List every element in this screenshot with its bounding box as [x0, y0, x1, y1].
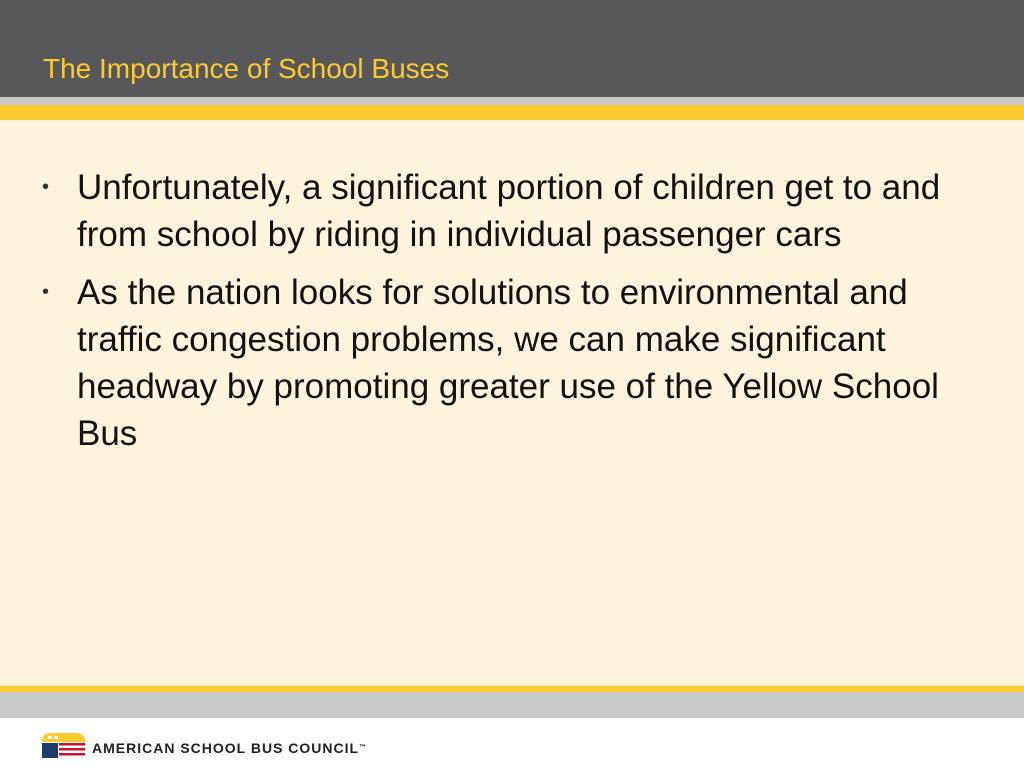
- school-bus-flag-logo-icon: [40, 730, 87, 760]
- slide-title: The Importance of School Buses: [43, 53, 450, 84]
- bullet-item: [42, 164, 962, 258]
- header-band: [0, 0, 1024, 97]
- org-name-text: AMERICAN SCHOOL BUS COUNCIL: [92, 740, 360, 756]
- footer-org-name: [92, 740, 366, 756]
- bullet-item: [42, 269, 962, 457]
- bullet-text: Unfortunately, a significant portion of children get to and from school by riding in individual passenger cars: [77, 168, 941, 254]
- bullet-list: [42, 164, 962, 468]
- bullet-icon: •: [42, 176, 50, 198]
- bullet-icon: •: [42, 281, 50, 303]
- header-divider-yellow: [0, 105, 1024, 120]
- footer-divider-grey: [0, 692, 1024, 718]
- header-divider-grey: [0, 97, 1024, 105]
- bullet-text: As the nation looks for solutions to environmental and traffic congestion problems, we can make significant headway by promoting greater use of the Yellow School Bus: [77, 273, 939, 453]
- trademark-symbol: ™: [359, 744, 367, 751]
